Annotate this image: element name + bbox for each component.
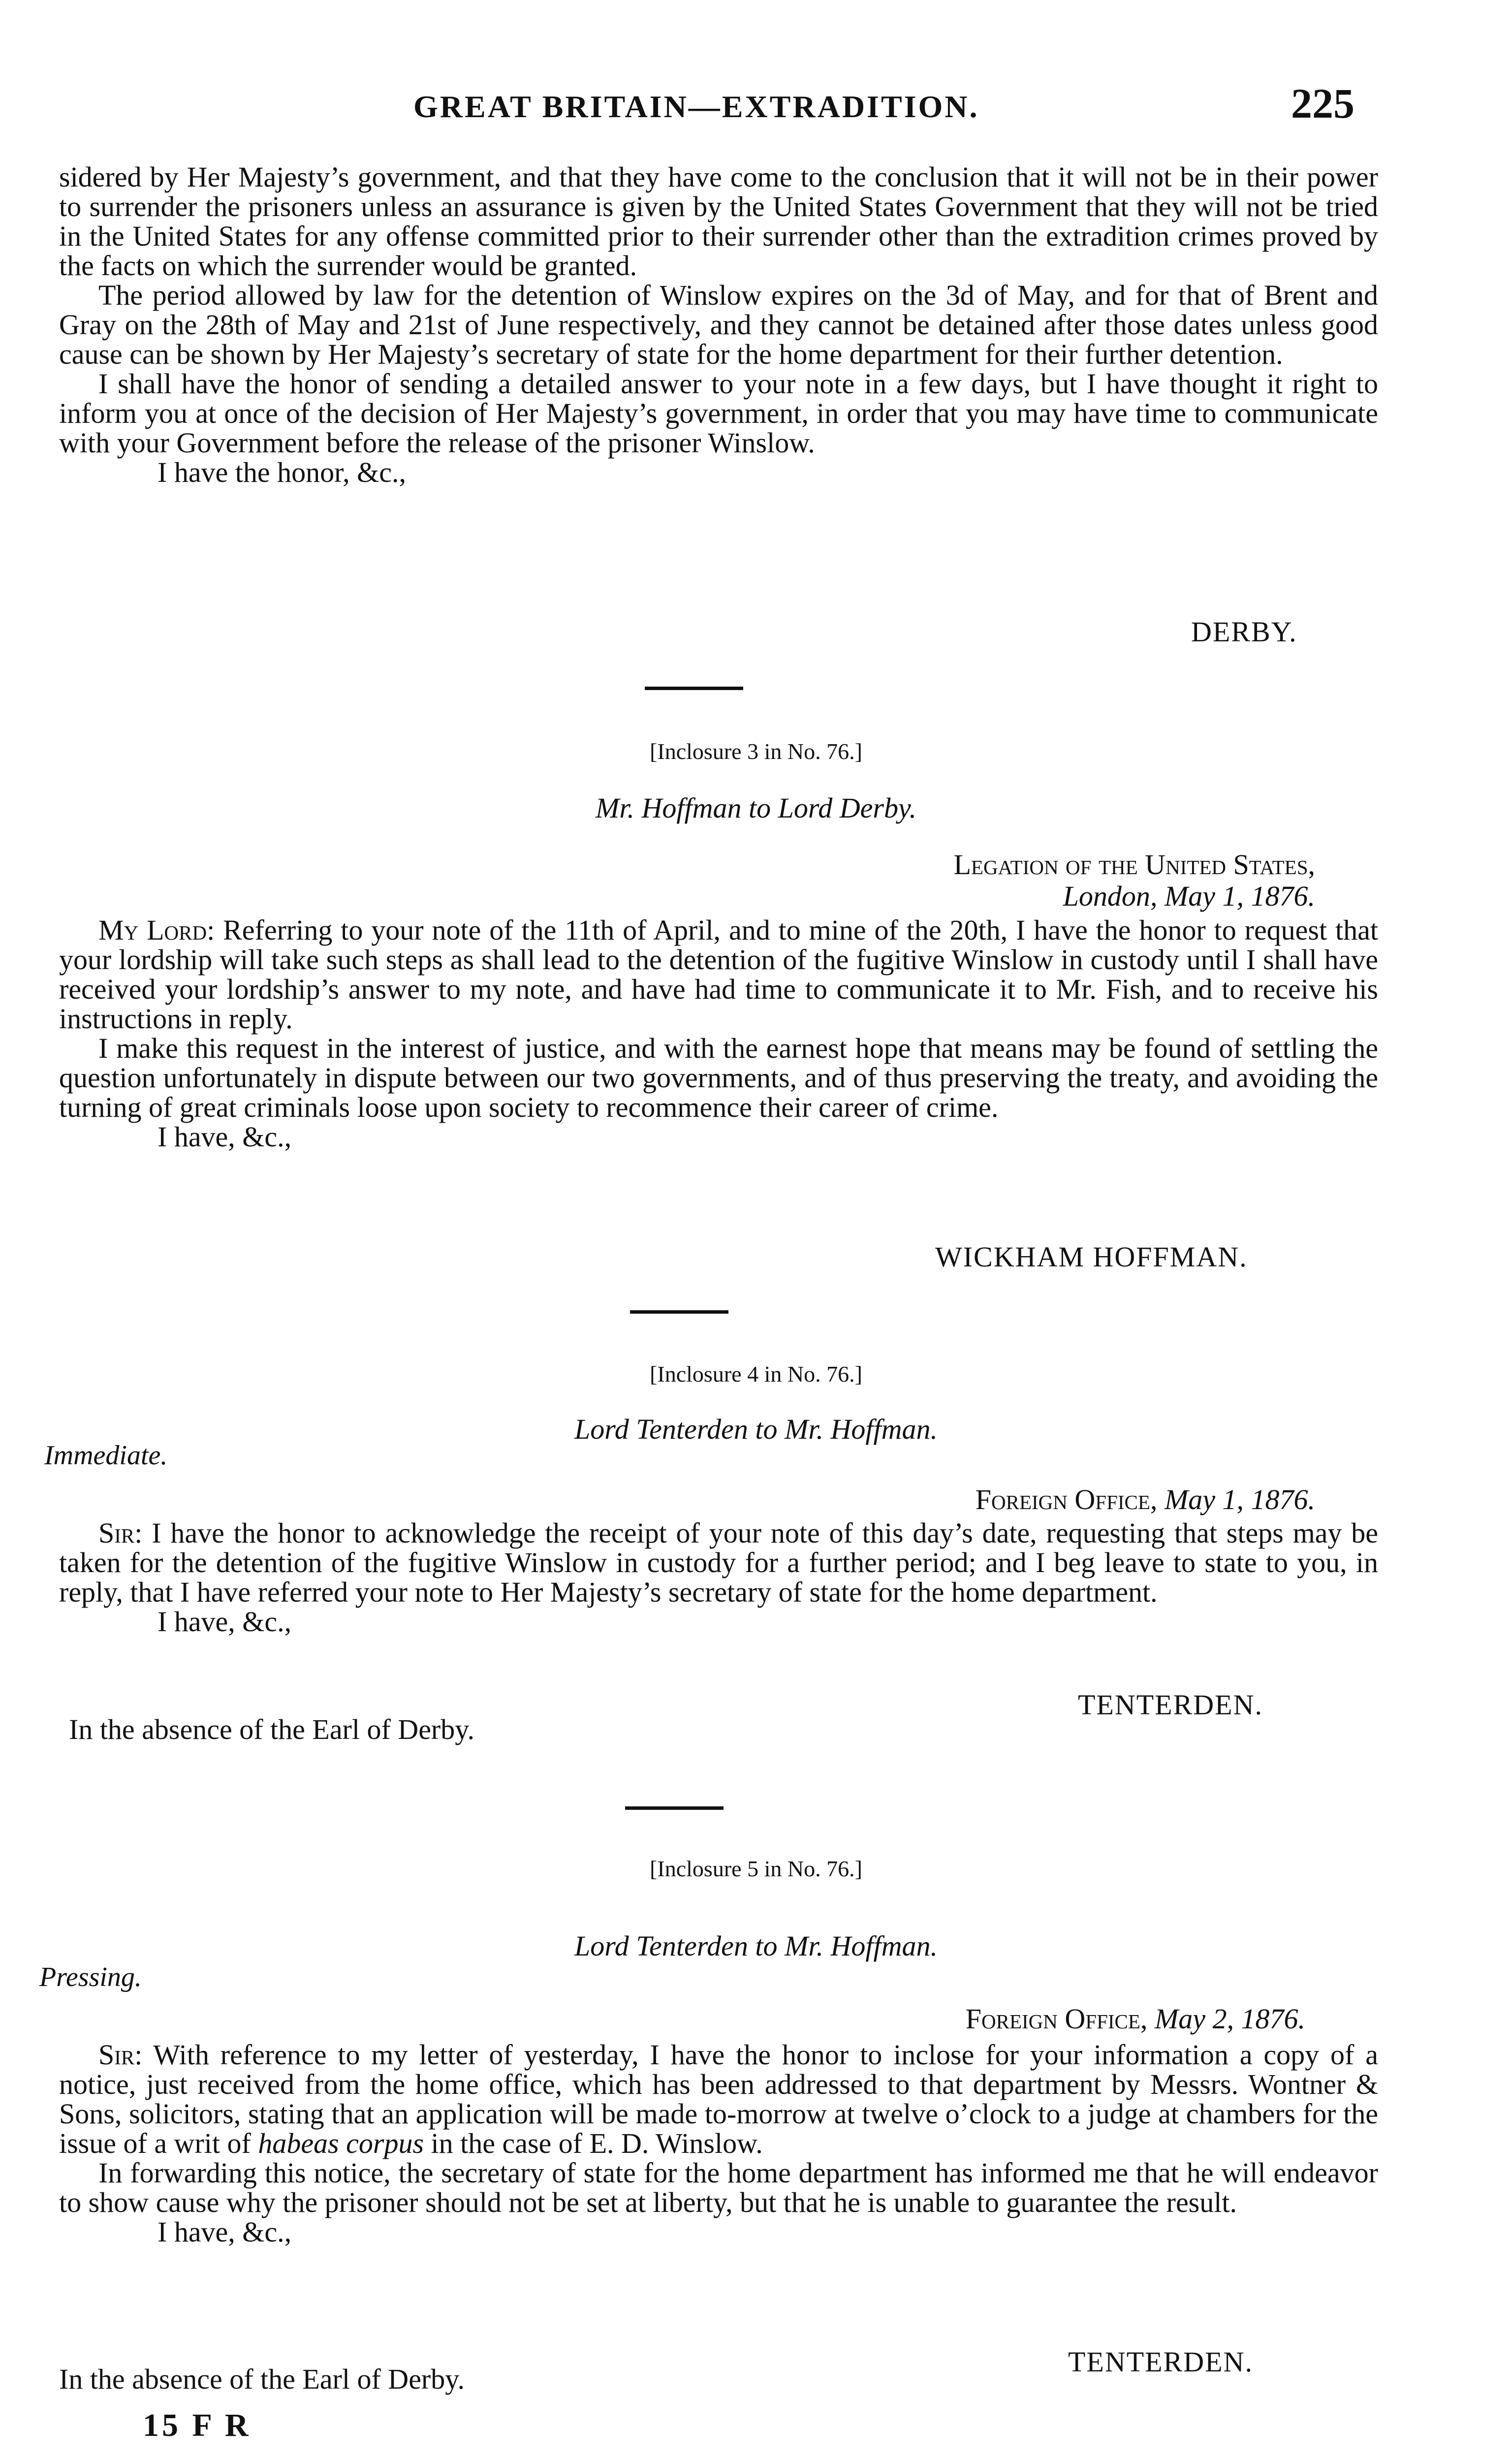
dateline (419, 2003, 1305, 2035)
closing: I have, &c., (158, 1121, 292, 1153)
paragraph: sidered by Her Majesty’s government, and that they have come to the conclusion that it will not be in their power to surrender the prisoners unless an assurance is given by the United States Government that they will not be tried in the United States for any offense committed prior to their surrender other than the extradition crimes proved by the facts on which the surrender would be granted. (59, 161, 1378, 282)
section-divider (625, 1806, 724, 1810)
paragraph-text: I have the honor to acknowledge the receipt of your note of this day’s date, requesting that steps may be taken for the detention of the fugitive Winslow in custody for a further period; and I beg leave to state to you, in reply, that I have referred your note to Her Majesty’s secretary of state for the home department. (59, 1517, 1379, 1608)
page-header (0, 79, 1512, 138)
marginal-note: Immediate. (44, 1440, 168, 1471)
dateline (429, 849, 1315, 912)
paragraph: I make this request in the interest of justice, and with the earnest hope that means may be found of settling the question unfortunately in dispute between our two governments, and of thus preserving the treaty, and avoiding the turning of great criminals loose upon society to recommence their career of crime. (59, 1032, 1378, 1123)
signature-tenterden: TENTERDEN. (1078, 1689, 1263, 1721)
dateline-place: Foreign Office, (965, 2003, 1148, 2035)
dateline-date: London, May 1, 1876. (1063, 880, 1315, 912)
salutation: My Lord: (98, 914, 215, 946)
signature-derby: DERBY. (1191, 616, 1297, 648)
page-number: 225 (1291, 80, 1354, 127)
absence-note: In the absence of the Earl of Derby. (59, 2363, 465, 2395)
closing: I have, &c., (158, 1606, 292, 1638)
letter-hoffman-body (59, 915, 1378, 1152)
absence-note: In the absence of the Earl of Derby. (69, 1713, 474, 1745)
letter-tenterden-2-body (59, 2040, 1378, 2247)
dateline (429, 1484, 1315, 1515)
inclosure-label: [Inclosure 3 in No. 76.] (650, 739, 862, 764)
inclosure-label: [Inclosure 4 in No. 76.] (650, 1361, 862, 1387)
paragraph (59, 2040, 1378, 2158)
dateline-place: Legation of the United States, (953, 849, 1315, 881)
paragraph-text: in the case of E. D. Winslow. (424, 2127, 763, 2159)
section-divider (645, 687, 743, 690)
letter-tenterden-1-body (59, 1518, 1378, 1637)
marginal-note: Pressing. (39, 1962, 142, 1992)
closing: I have the honor, &c., (158, 456, 407, 488)
letter-heading: Mr. Hoffman to Lord Derby. (596, 792, 916, 824)
letter-heading: Lord Tenterden to Mr. Hoffman. (574, 1930, 938, 1962)
letter-derby-body (59, 162, 1378, 487)
signature-mark: 15 F R (143, 2407, 252, 2443)
paragraph: In forwarding this notice, the secretary of state for the home department has informed me that he will endeavor to show cause why the prisoner should not be set at liberty, but that he is unable to guarantee the result. (59, 2157, 1378, 2218)
dateline-date: May 1, 1876. (1164, 1483, 1315, 1515)
paragraph-text: With reference to my letter of yesterday, I have the honor to inclose for your information a copy of a notice, just received from the home office, which has been addressed to that department by Messrs. Wontner & Sons, solicitors, stating that an application will be made to-morrow at twelve o’clock to a judge at chambers for the issue of a writ of (59, 2039, 1378, 2159)
paragraph (59, 1518, 1378, 1607)
dateline-place: Foreign Office, (975, 1483, 1158, 1515)
paragraph-text: Referring to your note of the 11th of April, and to mine of the 20th, I have the honor to request that your lordship will take such steps as shall lead to the detention of the fugitive Winslow in custody until I shall have received your lordship’s answer to my note, and have had time to communicate it to Mr. Fish, and to receive his instructions in reply. (59, 914, 1378, 1035)
paragraph: The period allowed by law for the detention of Winslow expires on the 3d of May, and for that of Brent and Gray on the 28th of May and 21st of June respectively, and they cannot be detained after those dates unless good cause can be shown by Her Majesty’s secretary of state for the home department for their further detention. (59, 279, 1378, 370)
letter-heading: Lord Tenterden to Mr. Hoffman. (574, 1413, 938, 1445)
inclosure-label: [Inclosure 5 in No. 76.] (650, 1856, 862, 1881)
signature-tenterden: TENTERDEN. (1068, 2346, 1253, 2378)
signature-hoffman: WICKHAM HOFFMAN. (935, 1241, 1248, 1273)
dateline-date: May 2, 1876. (1154, 2003, 1305, 2035)
salutation: Sir: (98, 2039, 143, 2071)
paragraph (59, 915, 1378, 1034)
salutation: Sir: (98, 1517, 143, 1549)
closing: I have, &c., (158, 2216, 292, 2248)
paragraph: I shall have the honor of sending a detailed answer to your note in a few days, but I have thought it right to inform you at once of the decision of Her Majesty’s government, in order that you may have time to communicate with your Government before the release of the prisoner Winslow. (59, 368, 1378, 459)
section-divider (630, 1310, 728, 1314)
running-title: GREAT BRITAIN—EXTRADITION. (413, 89, 979, 124)
italic-term: habeas corpus (258, 2127, 424, 2159)
